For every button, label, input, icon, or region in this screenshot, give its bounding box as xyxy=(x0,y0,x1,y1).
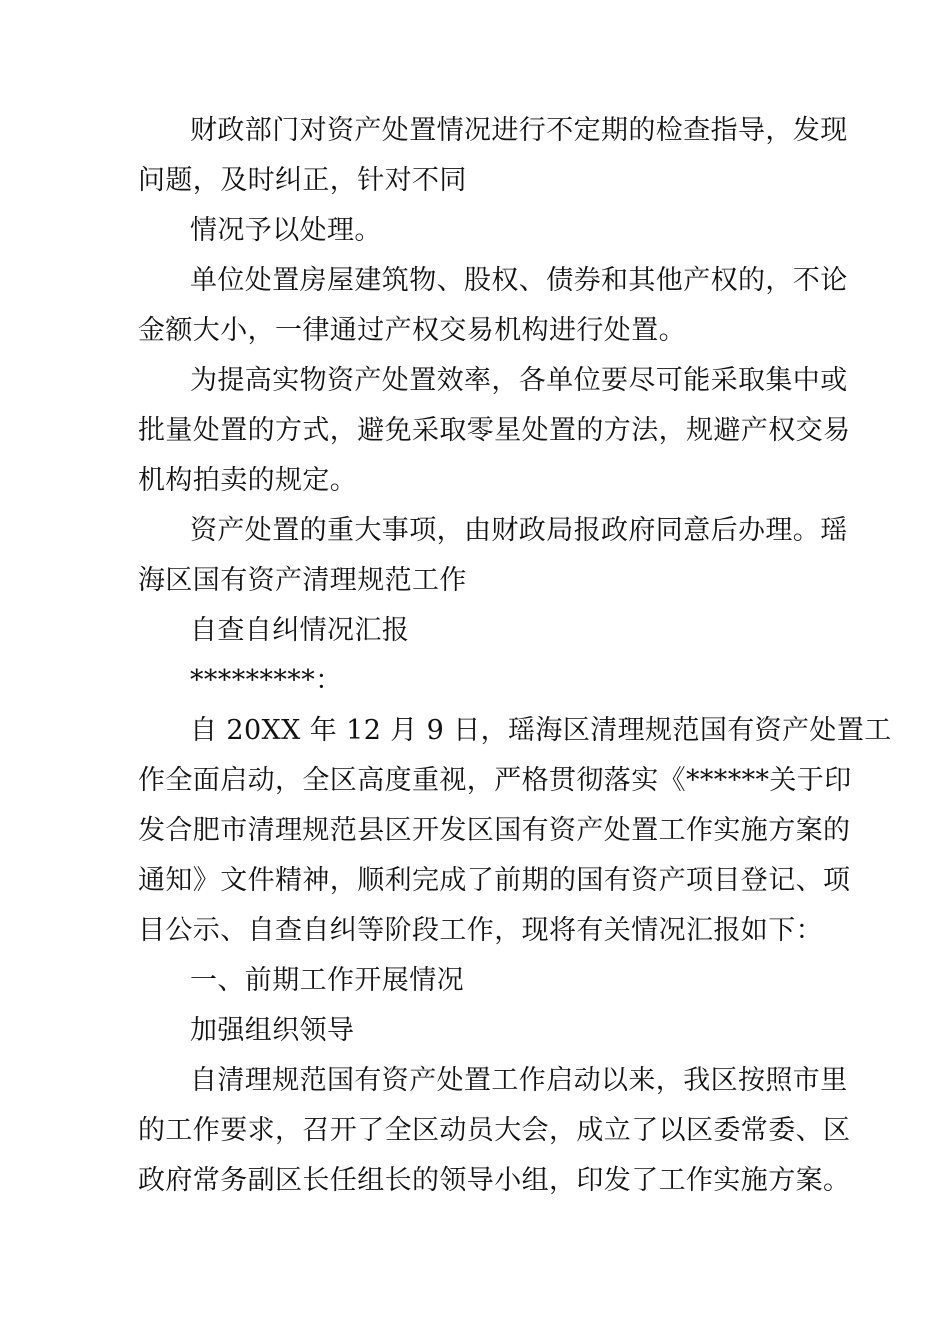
text-line: 通知》文件精神，顺利完成了前期的国有资产项目登记、项 xyxy=(138,865,851,896)
text-line: 自 20XX 年 12 月 9 日，瑶海区清理规范国有资产处置工 xyxy=(190,715,892,746)
text-line: 金额大小，一律通过产权交易机构进行处置。 xyxy=(138,315,686,346)
text-line: 作全面启动，全区高度重视，严格贯彻落实《******关于印 xyxy=(138,765,852,796)
text-line: 问题，及时纠正，针对不同 xyxy=(138,165,467,196)
subsection-heading: 加强组织领导 xyxy=(190,1015,355,1046)
text-line: 机构拍卖的规定。 xyxy=(138,465,358,496)
section-heading: 一、前期工作开展情况 xyxy=(190,965,464,996)
text-line: 自清理规范国有资产处置工作启动以来，我区按照市里 xyxy=(190,1065,848,1096)
text-line: 政府常务副区长任组长的领导小组，印发了工作实施方案。 xyxy=(138,1165,851,1196)
text-line: 目公示、自查自纠等阶段工作，现将有关情况汇报如下： xyxy=(138,915,823,946)
text-line: *********： xyxy=(190,665,343,696)
text-line: 财政部门对资产处置情况进行不定期的检查指导，发现 xyxy=(190,115,848,146)
text-line: 海区国有资产清理规范工作 xyxy=(138,565,467,596)
text-line: 批量处置的方式，避免采取零星处置的方法，规避产权交易 xyxy=(138,415,851,446)
text-line: 的工作要求，召开了全区动员大会，成立了以区委常委、区 xyxy=(138,1115,851,1146)
text-line: 为提高实物资产处置效率，各单位要尽可能采取集中或 xyxy=(190,365,848,396)
text-line: 资产处置的重大事项，由财政局报政府同意后办理。瑶 xyxy=(190,515,848,546)
text-line: 情况予以处理。 xyxy=(190,215,382,246)
text-line: 自查自纠情况汇报 xyxy=(190,615,410,646)
text-line: 发合肥市清理规范县区开发区国有资产处置工作实施方案的 xyxy=(138,815,851,846)
text-line: 单位处置房屋建筑物、股权、债券和其他产权的，不论 xyxy=(190,265,848,296)
